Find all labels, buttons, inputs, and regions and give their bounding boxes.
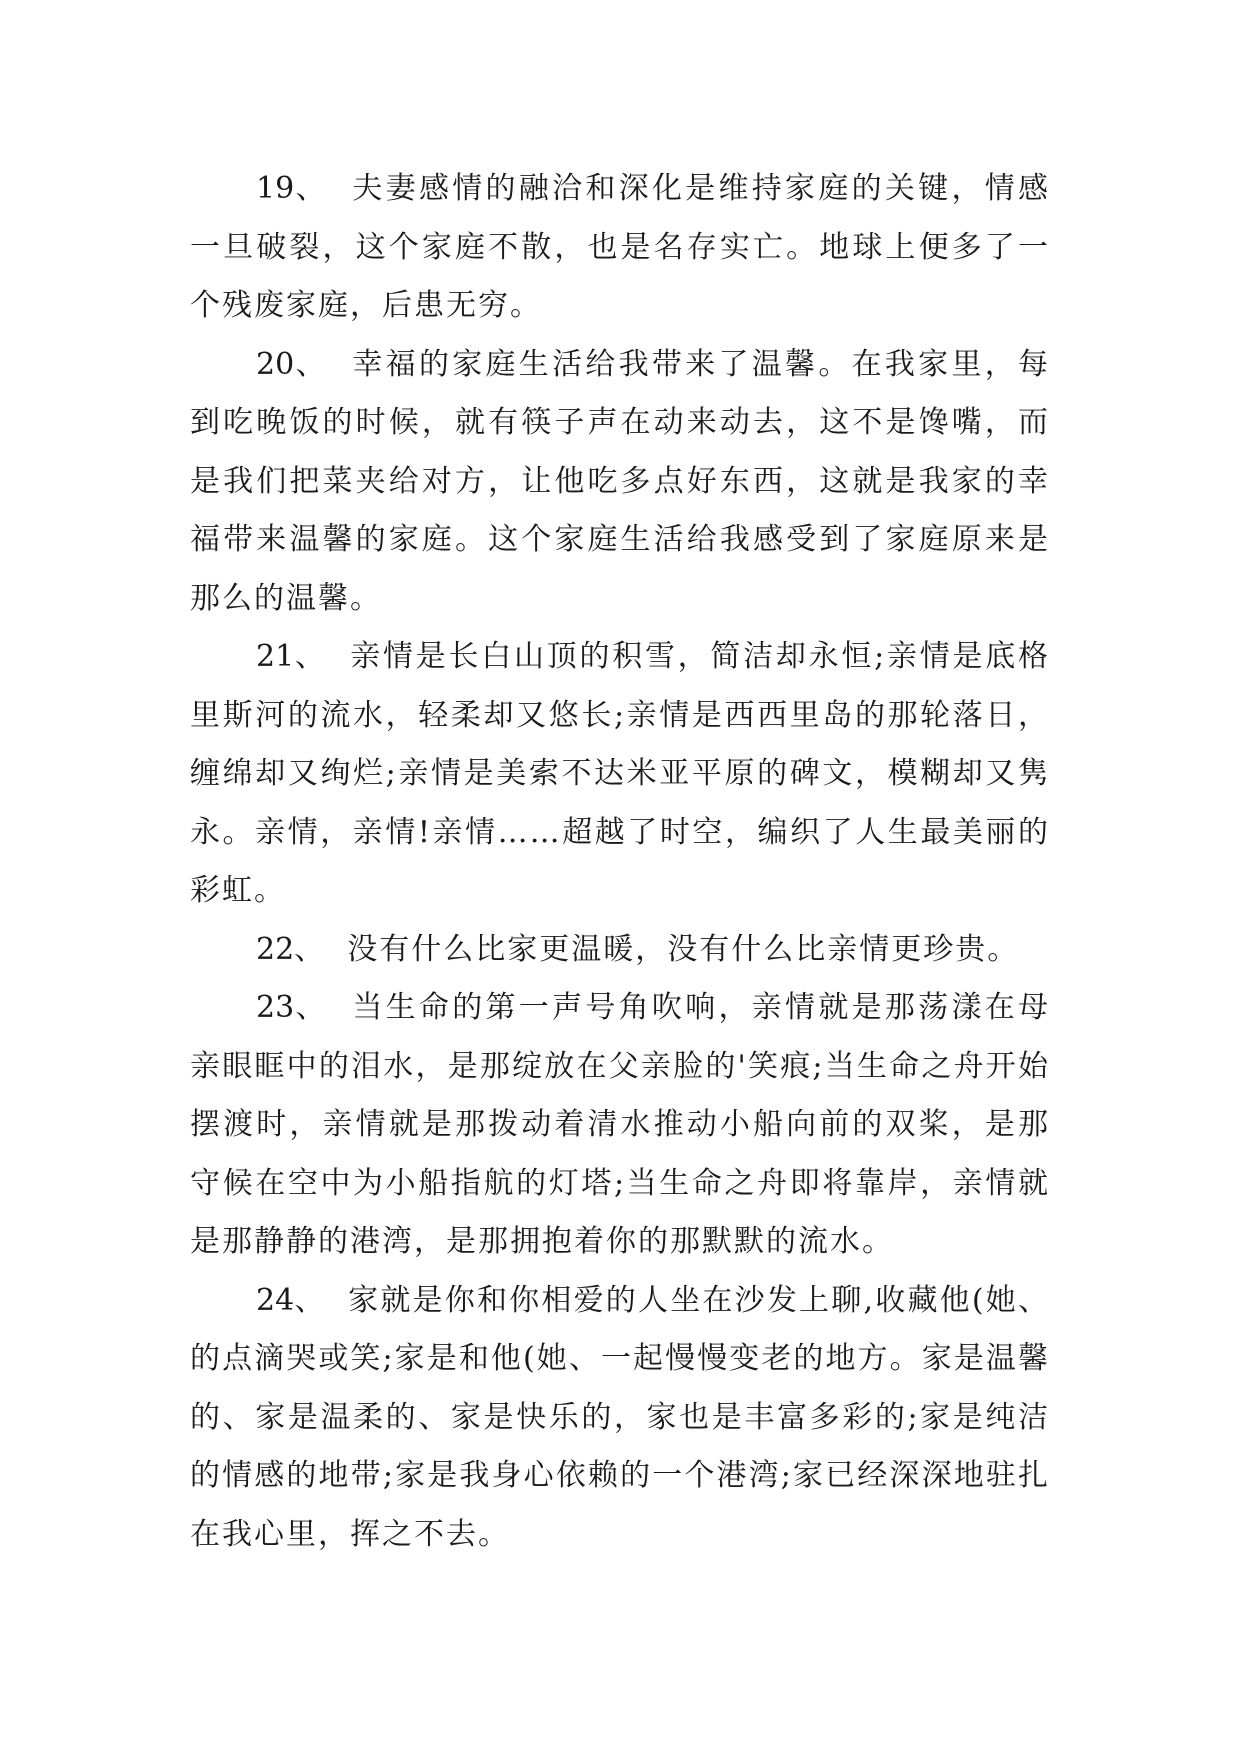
paragraph-text: 幸福的家庭生活给我带来了温馨。在我家里，每到吃晚饭的时候，就有筷子声在动来动去，这不是馋嘴，而是我们把菜夹给对方，让他吃多点好东西，这就是我家的幸福带来温馨的家庭。这个家庭生活给我感受到了家庭原来是那么的温馨。 xyxy=(190,346,1051,616)
paragraph-text: 亲情是长白山顶的积雪，简洁却永恒;亲情是底格里斯河的流水，轻柔却又悠长;亲情是西西里岛的那轮落日，缠绵却又绚烂;亲情是美索不达米亚平原的碑文，模糊却又隽永。亲情，亲情!亲情……超越了时空，编织了人生最美丽的彩虹。 xyxy=(190,639,1050,908)
paragraph-text: 没有什么比家更温暖，没有什么比亲情更珍贵。 xyxy=(347,931,1020,967)
paragraph-24 xyxy=(190,1272,1050,1565)
paragraph-22 xyxy=(190,921,1050,980)
paragraph-19 xyxy=(190,160,1050,336)
paragraph-number: 24、 xyxy=(256,1282,325,1318)
paragraph-number: 20、 xyxy=(256,346,327,382)
document-body xyxy=(190,160,1050,1564)
paragraph-20 xyxy=(190,336,1050,629)
paragraph-23 xyxy=(190,979,1050,1272)
paragraph-number: 19、 xyxy=(256,171,327,206)
paragraph-text: 当生命的第一声号角吹响，亲情就是那荡漾在母亲眼眶中的泪水，是那绽放在父亲脸的'笑痕;当生命之舟开始摆渡时，亲情就是那拨动着清水推动小船向前的双桨，是那守候在空中为小船指航的灯塔;当生命之舟即将靠岸，亲情就是那静静的港湾，是那拥抱着你的那默默的流水。 xyxy=(190,990,1051,1259)
paragraph-number: 21、 xyxy=(256,639,326,674)
paragraph-number: 23、 xyxy=(256,990,327,1025)
paragraph-number: 22、 xyxy=(256,931,325,967)
paragraph-text: 家就是你和你相爱的人坐在沙发上聊,收藏他(她、的点滴哭或笑;家是和他(她、一起慢慢变老的地方。家是温馨的、家是温柔的、家是快乐的，家也是丰富多彩的;家是纯洁的情感的地带;家是我身心依赖的一个港湾;家已经深深地驻扎在我心里，挥之不去。 xyxy=(190,1282,1050,1552)
paragraph-21 xyxy=(190,628,1050,921)
paragraph-text: 夫妻感情的融洽和深化是维持家庭的关键，情感一旦破裂，这个家庭不散，也是名存实亡。地球上便多了一个残废家庭，后患无穷。 xyxy=(190,171,1051,323)
